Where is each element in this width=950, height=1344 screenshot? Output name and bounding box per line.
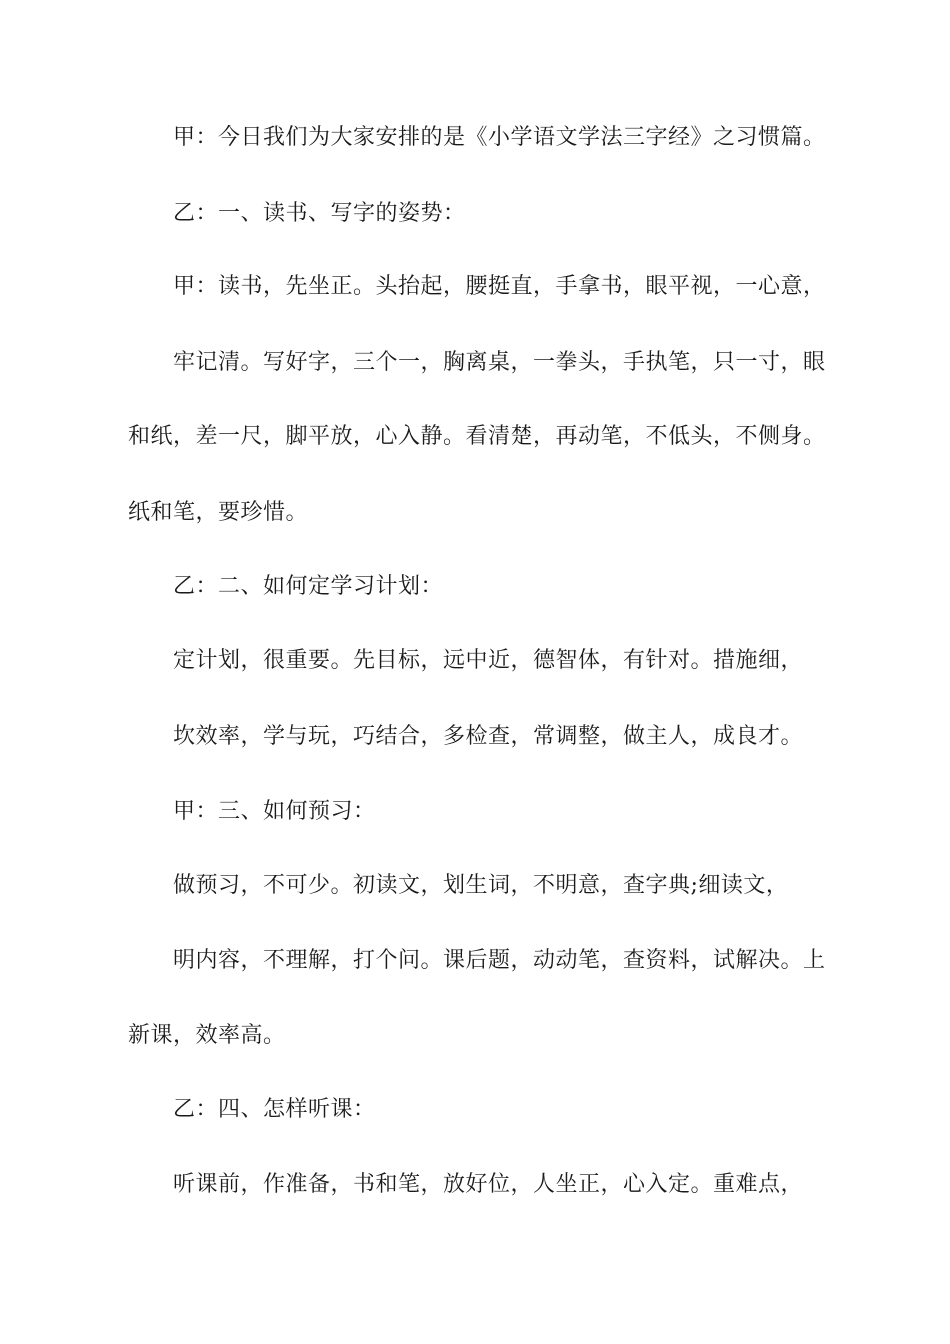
text-line-12: 明内容，不理解，打个问。课后题，动动笔，查资料，试解决。上	[173, 948, 826, 973]
text-line-7: 乙：二、如何定学习计划：	[173, 574, 444, 599]
text-line-6: 纸和笔，要珍惜。	[128, 500, 309, 525]
text-line-15: 听课前，作准备，书和笔，放好位，人坐正，心入定。重难点，	[173, 1172, 804, 1197]
text-line-4: 牢记清。写好字，三个一，胸离桌，一拳头，手执笔，只一寸，眼	[173, 350, 826, 375]
text-line-11: 做预习，不可少。初读文，划生词，不明意，查字典;细读文，	[173, 873, 789, 898]
text-line-2: 乙：一、读书、写字的姿势：	[173, 201, 466, 226]
text-line-10: 甲：三、如何预习：	[173, 799, 376, 824]
text-line-1: 甲：今日我们为大家安排的是《小学语文学法三字经》之习惯篇。	[173, 125, 826, 150]
text-line-3: 甲：读书，先坐正。头抬起，腰挺直，手拿书，眼平视，一心意，	[173, 274, 826, 299]
text-line-9: 坎效率，学与玩，巧结合，多检查，常调整，做主人，成良才。	[173, 724, 804, 749]
text-line-5: 和纸，差一尺，脚平放，心入静。看清楚，再动笔，不低头，不侧身。	[128, 424, 826, 449]
text-line-14: 乙：四、怎样听课：	[173, 1097, 376, 1122]
text-line-8: 定计划，很重要。先目标，远中近，德智体，有针对。措施细，	[173, 648, 804, 673]
text-line-13: 新课，效率高。	[128, 1023, 286, 1048]
